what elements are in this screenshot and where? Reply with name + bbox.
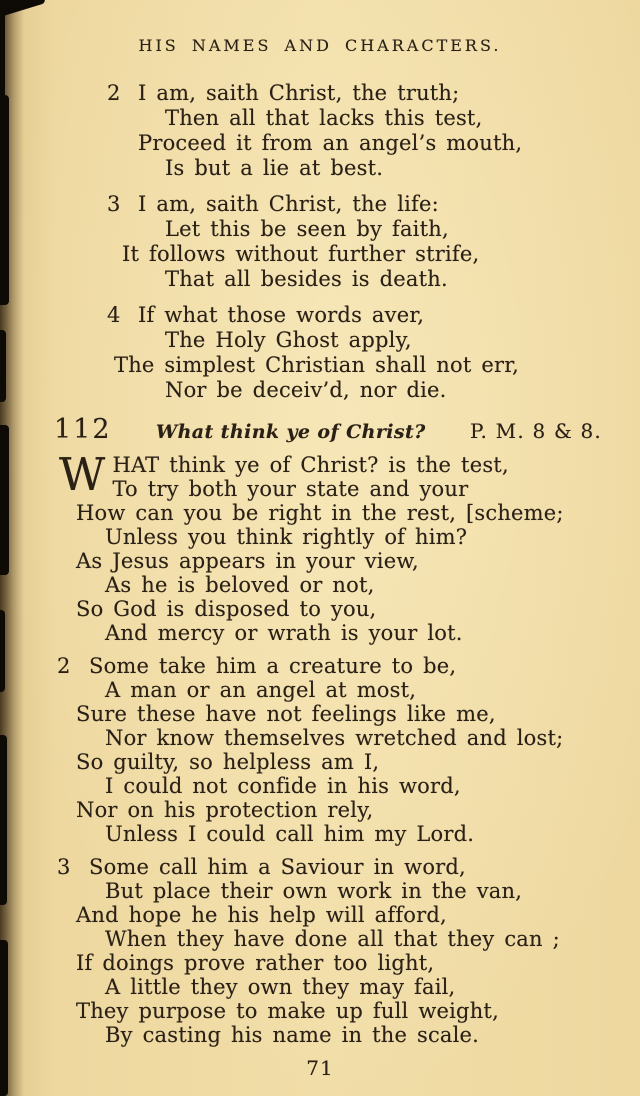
binding-mark — [0, 330, 6, 402]
stanza-line: And hope he his help will afford, — [76, 903, 447, 927]
verse-line: I am, saith Christ, the life: — [138, 192, 439, 216]
verse-line: Let this be seen by faith, — [165, 217, 449, 241]
verse-line: Is but a lie at best. — [165, 156, 384, 180]
binding-mark — [0, 610, 5, 692]
stanza-line: When they have done all that they can ; — [105, 927, 560, 951]
stanza-line: If doings prove rather too light, — [76, 951, 435, 975]
stanza-3 — [57, 855, 616, 1047]
stanza-number: 2 — [57, 654, 71, 678]
verse-number: 2 — [107, 81, 121, 105]
stanza-line: So guilty, so helpless am I, — [76, 750, 380, 774]
verse-number: 3 — [107, 192, 121, 216]
stanza-line: As Jesus appears in your view, — [76, 549, 419, 573]
verse-line: The simplest Christian shall not err, — [114, 353, 520, 377]
verse-line: Then all that lacks this test, — [165, 106, 483, 130]
binding-mark — [0, 95, 9, 305]
hymn-heading — [54, 414, 602, 445]
stanza-line: I could not confide in his word, — [105, 774, 461, 798]
stanza-line: But place their own work in the van, — [105, 879, 523, 903]
verse-number: 4 — [107, 303, 121, 327]
stanza-line: Some call him a Saviour in word, — [89, 855, 466, 879]
stanza-line: By casting his name in the scale. — [105, 1023, 480, 1047]
stanza-line: How can you be right in the rest, [scheme; — [76, 501, 564, 525]
hymn-body — [57, 448, 616, 1047]
verse-line: Proceed it from an angel’s mouth, — [138, 131, 523, 155]
verse-2 — [107, 81, 610, 181]
verse-line: Nor be deceiv’d, nor die. — [165, 378, 447, 402]
verse-line: The Holy Ghost apply, — [165, 328, 412, 352]
stanza-line: As he is beloved or not, — [105, 573, 375, 597]
stanza-line: Nor on his protection rely, — [76, 798, 374, 822]
hymn-title: What think ye of Christ? — [155, 421, 426, 443]
verse-3 — [107, 192, 610, 292]
stanza-line: A man or an angel at most, — [105, 678, 417, 702]
verse-line: If what those words aver, — [138, 303, 425, 327]
stanza-line: So God is disposed to you, — [76, 597, 377, 621]
stanza-line: And mercy or wrath is your lot. — [105, 621, 463, 645]
stanza-2 — [57, 654, 616, 846]
drop-cap: W — [59, 448, 106, 501]
stanza-line: Some take him a creature to be, — [89, 654, 457, 678]
stanza-line: A little they own they may fail, — [105, 975, 456, 999]
stanza-line: HAT think ye of Christ? is the test, — [112, 453, 509, 477]
page-number: 71 — [306, 1056, 334, 1080]
verse-line: That all besides is death. — [165, 267, 448, 291]
stanza-line: They purpose to make up full weight, — [76, 999, 499, 1023]
binding-mark — [0, 425, 9, 575]
stanza-number: 3 — [57, 855, 71, 879]
stanza-line: To try both your state and your — [112, 477, 469, 501]
running-header: HIS NAMES AND CHARACTERS. — [138, 36, 502, 55]
binding-edge — [0, 0, 24, 1096]
stanza-1 — [59, 448, 616, 645]
continuation-verses — [107, 81, 610, 403]
verse-4 — [107, 303, 610, 403]
binding-mark — [0, 735, 7, 905]
hymn-meter: P. M. 8 & 8. — [469, 419, 602, 443]
stanza-line: Nor know themselves wretched and lost; — [105, 726, 564, 750]
stanza-line: Unless I could call him my Lord. — [105, 822, 475, 846]
stanza-line: Sure these have not feelings like me, — [76, 702, 496, 726]
verse-line: It follows without further strife, — [122, 242, 480, 266]
hymn-number: 112 — [54, 414, 112, 445]
verse-line: I am, saith Christ, the truth; — [138, 81, 460, 105]
stanza-line: Unless you think rightly of him? — [105, 525, 468, 549]
